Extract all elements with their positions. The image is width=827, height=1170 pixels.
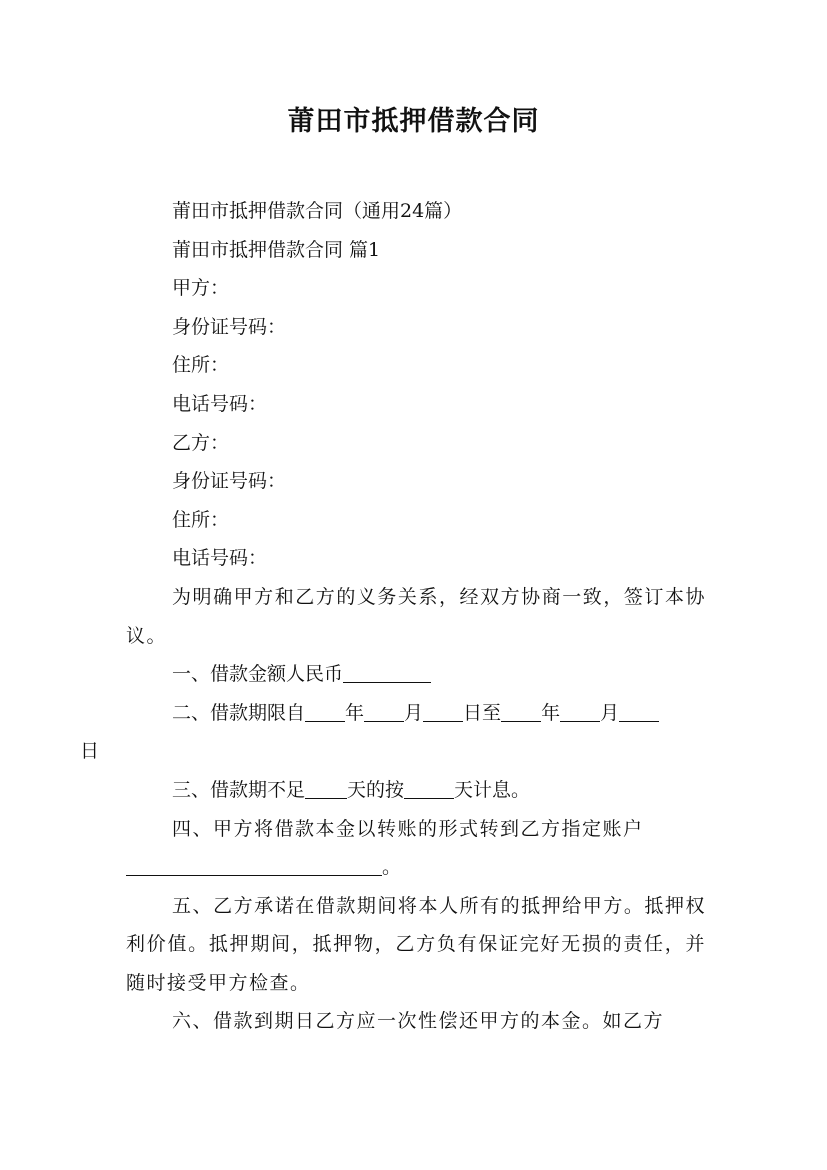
party-b-id-label: 身份证号码：: [172, 470, 287, 493]
clause-4: [126, 810, 706, 849]
party-b-address-label: 住所：: [172, 508, 230, 531]
party-a-phone-label: 电话号码：: [172, 392, 268, 415]
amount-blank: [343, 663, 431, 683]
clause-4-text: 四、甲方将借款本金以转账的形式转到乙方指定账户: [172, 817, 644, 840]
clause-4-continued: [126, 848, 706, 887]
party-a-address-label: 住所：: [172, 354, 230, 377]
section-heading: 莆田市抵押借款合同 篇1: [172, 238, 381, 261]
clause-3-text-2: 天的按: [347, 778, 405, 801]
end-year-blank: [501, 702, 541, 722]
clause-2-text-4: 日至: [463, 701, 502, 724]
start-year-blank: [305, 702, 345, 722]
start-day-blank: [423, 702, 463, 722]
party-a-id-label: 身份证号码：: [172, 315, 287, 338]
clause-6: 六、借款到期日乙方应一次性偿还甲方的本金。如乙方: [172, 1010, 665, 1033]
clause-4-end: 。: [382, 856, 402, 879]
party-a-label: 甲方：: [172, 277, 230, 300]
document-body: [80, 192, 706, 1041]
account-blank: [126, 856, 382, 876]
clause-5: 五、乙方承诺在借款期间将本人所有的抵押给甲方。抵押权利价值。抵押期间，抵押物，乙方负有保证完好无损的责任，并随时接受甲方检查。: [126, 894, 706, 994]
clause-1: [126, 655, 706, 694]
interest-days-blank: [404, 779, 454, 799]
party-b-label: 乙方：: [172, 431, 230, 454]
intro-paragraph: 为明确甲方和乙方的义务关系，经双方协商一致，签订本协议。: [126, 585, 706, 647]
party-b-phone-label: 电话号码：: [172, 547, 268, 570]
start-month-blank: [364, 702, 404, 722]
clause-3-text-3: 天计息。: [454, 778, 531, 801]
clause-2-text-1: 二、借款期限自: [172, 701, 306, 724]
clause-2-text-2: 年: [345, 701, 365, 724]
clause-2-text-6: 月: [600, 701, 620, 724]
clause-3-text-1: 三、借款期不足: [172, 778, 306, 801]
clause-3: [126, 771, 706, 810]
clause-2-text-5: 年: [541, 701, 561, 724]
clause-2-text-3: 月: [404, 701, 424, 724]
document-title: 莆田市抵押借款合同: [287, 106, 540, 137]
days-blank: [305, 779, 347, 799]
clause-1-text: 一、借款金额人民币: [172, 663, 344, 686]
clause-2: [80, 694, 706, 771]
clause-2-text-7: 日: [80, 740, 100, 763]
end-day-blank: [619, 702, 659, 722]
end-month-blank: [560, 702, 600, 722]
subtitle-line: 莆田市抵押借款合同（通用24篇）: [172, 200, 463, 222]
